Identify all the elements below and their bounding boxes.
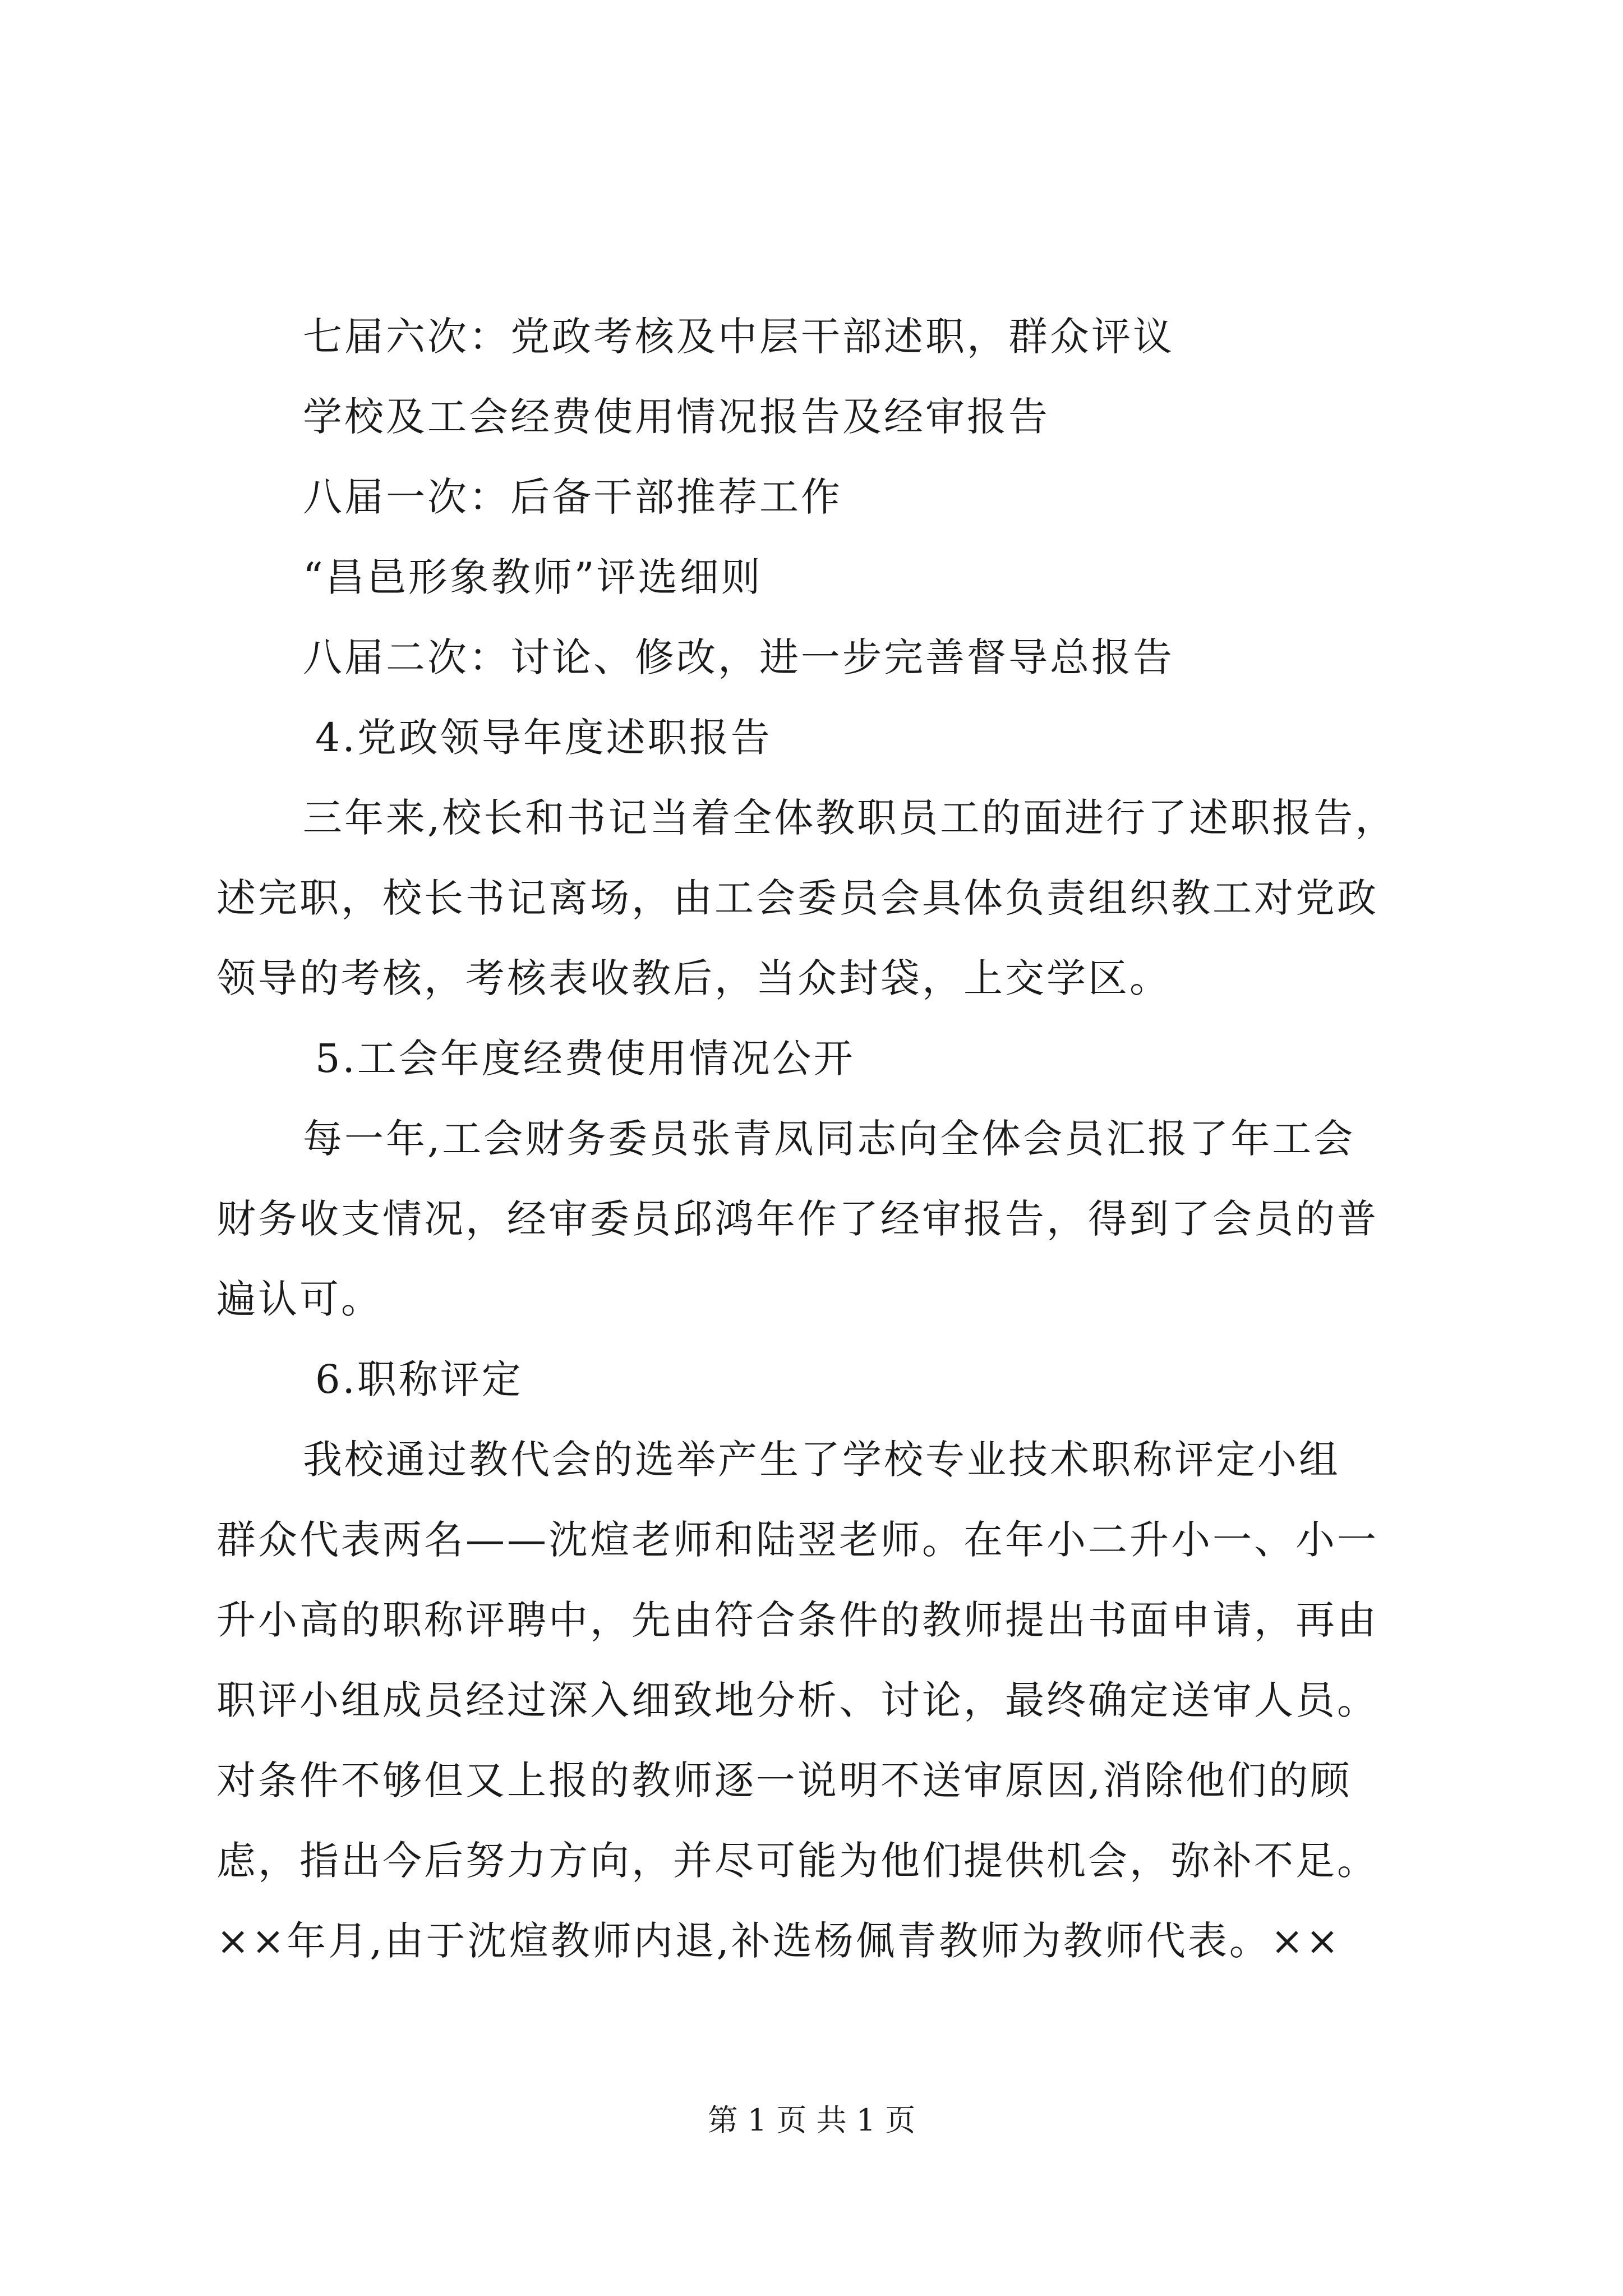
paragraph-line: 八届二次：讨论、修改，进一步完善督导总报告 xyxy=(303,634,1174,680)
paragraph-line: 升小高的职称评聘中，先由符合条件的教师提出书面申请，再由 xyxy=(216,1597,1378,1643)
section-heading: 5.工会年度经费使用情况公开 xyxy=(315,1036,855,1082)
paragraph-line: 每一年,工会财务委员张青凤同志向全体会员汇报了年工会 xyxy=(303,1116,1355,1162)
section-heading: 6.职称评定 xyxy=(315,1356,523,1402)
paragraph-line: 述完职，校长书记离场，由工会委员会具体负责组织教工对党政 xyxy=(216,875,1378,921)
paragraph-line: 学校及工会经费使用情况报告及经审报告 xyxy=(303,394,1050,440)
paragraph-line: 我校通过教代会的选举产生了学校专业技术职称评定小组 xyxy=(303,1437,1340,1483)
paragraph-line: “昌邑形象教师”评选细则 xyxy=(303,554,763,600)
paragraph-line: 财务收支情况，经审委员邱鸿年作了经审报告，得到了会员的普 xyxy=(216,1196,1378,1242)
paragraph-line: 八届一次：后备干部推荐工作 xyxy=(303,474,842,520)
paragraph-line: 三年来,校长和书记当着全体教职员工的面进行了述职报告， xyxy=(303,795,1397,841)
paragraph-line: 对条件不够但又上报的教师逐一说明不送审原因,消除他们的顾 xyxy=(216,1757,1352,1803)
section-heading: 4.党政领导年度述职报告 xyxy=(315,715,772,761)
paragraph-line: ××年月,由于沈煊教师内退,补选杨佩青教师为教师代表。×× xyxy=(216,1918,1341,1964)
paragraph-line: 遍认可。 xyxy=(216,1276,382,1322)
paragraph-line: 群众代表两名——沈煊老师和陆翌老师。在年小二升小一、小一 xyxy=(216,1517,1378,1563)
paragraph-line: 领导的考核，考核表收教后，当众封袋，上交学区。 xyxy=(216,955,1171,1001)
paragraph-line: 七届六次：党政考核及中层干部述职，群众评议 xyxy=(303,314,1174,360)
page-footer: 第 1 页 共 1 页 xyxy=(707,2102,916,2138)
paragraph-line: 职评小组成员经过深入细致地分析、讨论，最终确定送审人员。 xyxy=(216,1677,1378,1723)
paragraph-line: 虑，指出今后努力方向，并尽可能为他们提供机会，弥补不足。 xyxy=(216,1838,1378,1884)
